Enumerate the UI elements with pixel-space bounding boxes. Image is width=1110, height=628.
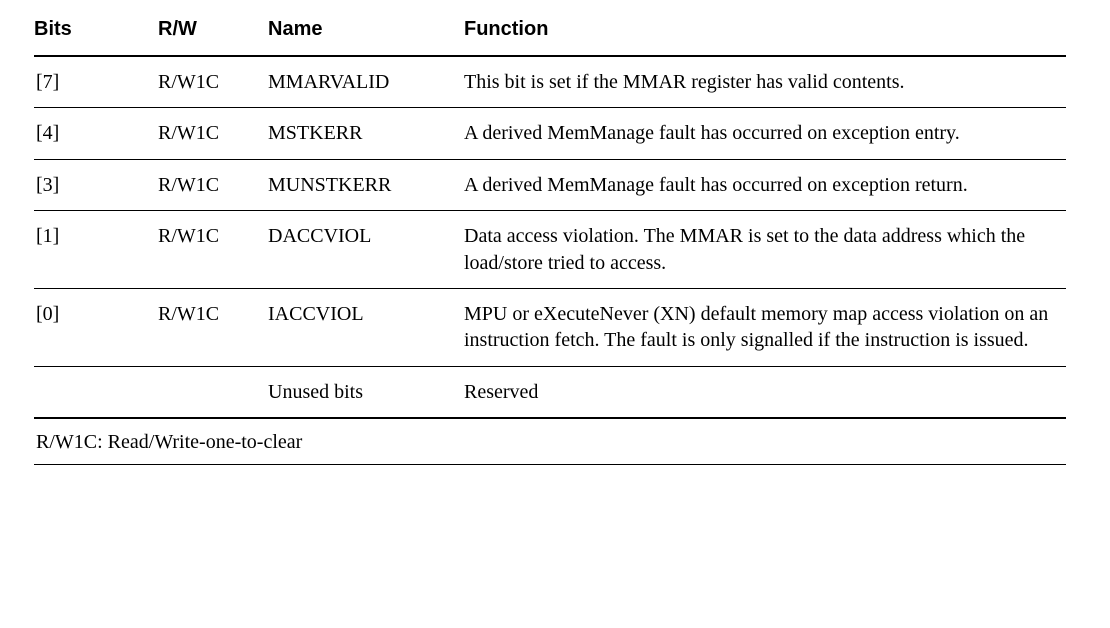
cell-bits: [3] [34, 159, 158, 210]
table-row [34, 159, 1066, 210]
cell-name: IACCVIOL [268, 288, 464, 366]
cell-name: MMARVALID [268, 56, 464, 108]
cell-rw [158, 366, 268, 418]
cell-function: Data access violation. The MMAR is set to the data address which the load/store tried to access. [464, 211, 1066, 289]
cell-name: Unused bits [268, 366, 464, 418]
cell-rw: R/W1C [158, 288, 268, 366]
cell-bits: [7] [34, 56, 158, 108]
column-header-function: Function [464, 14, 1066, 56]
cell-name: DACCVIOL [268, 211, 464, 289]
cell-function: A derived MemManage fault has occurred on exception entry. [464, 108, 1066, 159]
column-header-name: Name [268, 14, 464, 56]
register-bit-definition-table [34, 14, 1066, 465]
document-page [0, 14, 1110, 628]
table-header [34, 14, 1066, 56]
table-row [34, 211, 1066, 289]
table-footer [34, 418, 1066, 465]
cell-bits: [1] [34, 211, 158, 289]
table-row [34, 56, 1066, 108]
cell-name: MUNSTKERR [268, 159, 464, 210]
table-row [34, 366, 1066, 418]
column-header-bits: Bits [34, 14, 158, 56]
cell-rw: R/W1C [158, 108, 268, 159]
cell-rw: R/W1C [158, 211, 268, 289]
cell-name: MSTKERR [268, 108, 464, 159]
cell-rw: R/W1C [158, 159, 268, 210]
cell-rw: R/W1C [158, 56, 268, 108]
table-body [34, 56, 1066, 418]
cell-bits: [0] [34, 288, 158, 366]
table-footnote-row [34, 418, 1066, 465]
cell-function: A derived MemManage fault has occurred on exception return. [464, 159, 1066, 210]
cell-function: This bit is set if the MMAR register has valid contents. [464, 56, 1066, 108]
table-row [34, 108, 1066, 159]
cell-bits: [4] [34, 108, 158, 159]
table-header-row [34, 14, 1066, 56]
cell-function: Reserved [464, 366, 1066, 418]
table-footnote: R/W1C: Read/Write-one-to-clear [34, 418, 1066, 465]
cell-bits [34, 366, 158, 418]
column-header-rw: R/W [158, 14, 268, 56]
table-row [34, 288, 1066, 366]
cell-function: MPU or eXecuteNever (XN) default memory map access violation on an instruction fetch. The fault is only signalled if the instruction is issued. [464, 288, 1066, 366]
